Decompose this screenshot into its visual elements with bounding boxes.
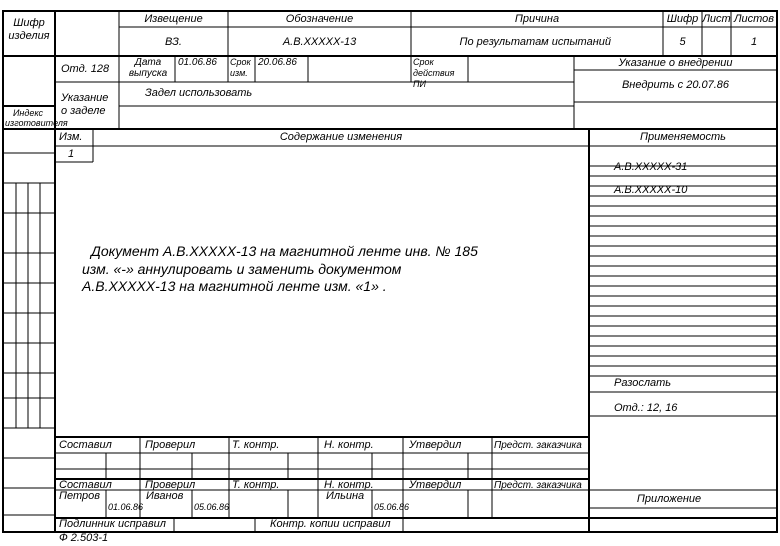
signature-role: Составил — [59, 439, 112, 451]
content-line: Документ А.В.XXXXX-13 на магнитной ленте инв. № 185 — [91, 243, 478, 259]
distribute-label: Разослать — [614, 377, 672, 389]
release-date-value: 01.06.86 — [178, 57, 217, 68]
form-code: Ф 2.503-1 — [59, 532, 109, 544]
pi-validity-label: Срок действия ПИ — [413, 57, 455, 89]
signer-name: Ильина — [326, 490, 365, 502]
backlog-value: Задел использовать — [145, 87, 253, 99]
change-no-label: Изм. — [59, 131, 83, 143]
department: Отд. 128 — [61, 63, 110, 75]
maker-index-label: Индекс изготовителя — [5, 108, 68, 128]
notice-label: Извещение — [144, 13, 203, 25]
content-label: Содержание изменения — [279, 131, 403, 143]
change-deadline-label: Срок изм. — [230, 57, 251, 78]
notice-value: ВЗ. — [165, 36, 182, 48]
implementation-label: Указание о внедрении — [618, 57, 733, 69]
content-line: изм. «-» аннулировать и заменить документом — [82, 261, 402, 277]
sheet-label: Лист — [702, 13, 731, 25]
applicability-label: Применяемость — [640, 131, 726, 143]
designation-value: А.В.XXXXX-13 — [282, 36, 357, 48]
signature-role: Т. контр. — [232, 439, 280, 451]
change-no-value: 1 — [68, 148, 75, 160]
sheets-label: Листов — [733, 13, 775, 25]
sheets-value: 1 — [750, 36, 758, 48]
release-date-label: Дата выпуска — [128, 57, 168, 79]
signer-name: Петров — [59, 490, 100, 502]
copies-control-label: Контр. копии исправил — [270, 518, 391, 530]
signature-role: Предст. заказчика — [494, 440, 582, 451]
signature-date: 05.06.86 — [194, 502, 230, 512]
signature-role: Проверил — [145, 439, 196, 451]
applicability-item: А.В.XXXXX-10 — [614, 184, 688, 196]
reason-value: По результатам испытаний — [459, 36, 611, 48]
signature-role: Н. контр. — [324, 479, 374, 491]
attachment-label: Приложение — [636, 493, 702, 505]
code-label: Шифр — [666, 13, 699, 25]
signature-role: Утвердил — [409, 439, 462, 451]
signature-role: Утвердил — [409, 479, 462, 491]
code-value: 5 — [679, 36, 686, 48]
implementation-value: Внедрить с 20.07.86 — [621, 79, 730, 91]
signature-role: Т. контр. — [232, 479, 280, 491]
designation-label: Обозначение — [285, 13, 354, 25]
backlog-label: Указание о заделе — [61, 92, 109, 117]
distribute-value: Отд.: 12, 16 — [614, 402, 678, 414]
signature-date: 05.06.86 — [374, 502, 410, 512]
change-deadline-value: 20.06.86 — [258, 57, 297, 68]
signer-name: Иванов — [146, 490, 184, 502]
reason-label: Причина — [514, 13, 560, 25]
signature-role: Проверил — [145, 479, 196, 491]
signature-role: Предст. заказчика — [494, 480, 582, 491]
signature-role: Составил — [59, 479, 112, 491]
signature-date: 01.06.86 — [108, 502, 144, 512]
product-code-label: Шифр изделия — [8, 17, 50, 42]
content-line: А.В.XXXXX-13 на магнитной ленте изм. «1» . — [82, 278, 387, 294]
original-corrected-label: Подлинник исправил — [59, 518, 166, 530]
applicability-item: А.В.XXXXX-31 — [614, 161, 688, 173]
signature-role: Н. контр. — [324, 439, 374, 451]
